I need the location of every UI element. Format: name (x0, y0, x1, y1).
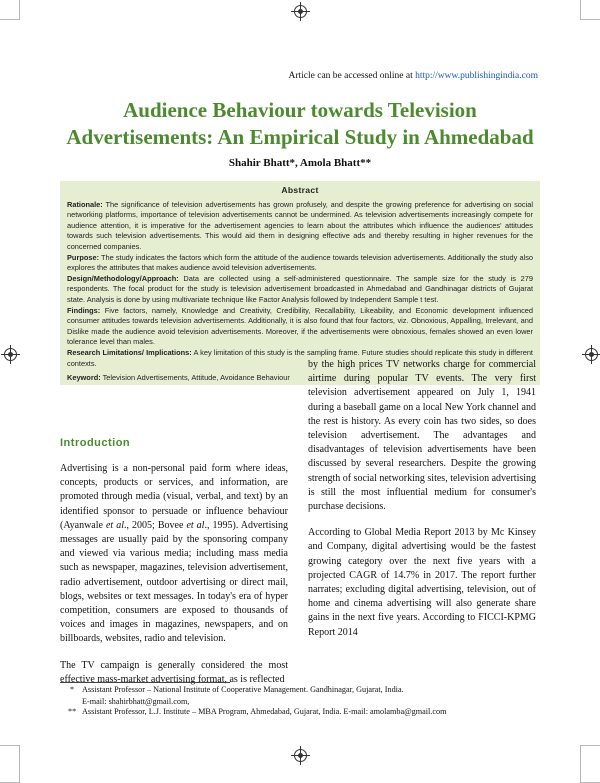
abstract-heading: Abstract (281, 185, 319, 195)
crop-mark-top-left (0, 0, 20, 20)
text-run: et al (186, 519, 205, 531)
text-run: Advertising is a non-personal paid form where ideas, concepts, products or services, and information, are promoted through media (visual, verbal, and text) by an identified sponsor to persuade or influence behaviour (Ayanwale (60, 463, 288, 531)
purpose-text: The study indicates the factors which form the attitude of the audience towards television advertisements. Additionally the study also explores the attributes that makes audience avoid television advertisements. (67, 252, 534, 273)
keyword-label: Keyword: (67, 373, 101, 383)
keywords-text: Television Advertisements, Attitude, Avoidance Behaviour (102, 373, 290, 383)
findings-text: Five factors, namely, Knowledge and Creativity, Credibility, Recallability, Likeability, and Economic development influenced consumer attitudes towards television advertisements. Additionally, it is also found that four factors, viz. Obnoxious, Appalling, Irrelevant, and Dislike made the audience avoid television advertisements. Moreover, if the advertisements were obnoxious, females showed an even lower tolerance level than males. (67, 305, 533, 347)
limitations-text: A key limitation of this study is the sampling frame. Future studies should replicate this study in different contexts. (67, 347, 533, 368)
rationale-text: The significance of television advertisements has grown profusely, and despite the growing preference for advertising on social networking platforms, importance of television advertisements cannot be undermined. As television advertisements increasingly compete for audience attention, it is imperative for the advertisement agencies to learn about the attributes which influence the audiences' attitudes towards such television advertisements. This would aid them in designing effective ads and thereby resulting in higher revenues for the concerned companies. (67, 199, 533, 251)
registration-mark-icon (294, 749, 307, 762)
access-line (289, 71, 539, 81)
paper-title: Audience Behaviour towards Television Advertisements: An Empirical Study in Ahmedabad (66, 98, 534, 149)
column-left (60, 462, 288, 699)
abstract-purpose (67, 253, 533, 274)
access-url-link[interactable]: http://www.publishingindia.com (415, 71, 538, 81)
limitations-label: Research Limitations/ Implications: (67, 347, 192, 357)
footnote-marker-2: ** (68, 707, 77, 716)
text-run: ., 2005; Bovee (124, 519, 187, 531)
section-heading-introduction: Introduction (60, 437, 131, 449)
footnote-2: Assistant Professor, L.J. Institute – MBA Program, Ahmedabad, Gujarat, India. E-mail: amolamba@gmail.com (82, 707, 447, 716)
footnote-1: Assistant Professor – National Institute of Cooperative Management. Gandhinagar, Gujarat, India. (82, 685, 404, 694)
crop-mark-bottom-left (0, 745, 20, 783)
registration-mark-icon (4, 348, 17, 361)
design-text: Data are collected using a self-administered questionnaire. The sample size for the study is 279 respondents. The focal product for the study is television advertisement broadcasted in Ahmedabad and Gandhinagar districts of Gujarat state. Analysis is done by using multivariate technique like Factor Analysis followed by Independent Sample t test. (67, 273, 533, 304)
purpose-label: Purpose: (67, 252, 100, 262)
access-prefix: Article can be accessed online at (288, 71, 416, 81)
abstract-box (60, 181, 540, 385)
registration-mark-icon (294, 5, 307, 18)
intro-paragraph-4: According to Global Media Report 2013 by Mc Kinsey and Company, digital advertising would be the fastest growing category over the next five years with a projected CAGR of 14.7% in 2017. The report further narrates; excluding digital advertising, television, out of home and cinema advertising will also generate share gains in the next five years. According to FICCI-KPMG Report 2014 (308, 527, 536, 638)
intro-paragraph-1 (60, 462, 288, 647)
abstract-rationale (67, 200, 533, 253)
abstract-findings (67, 306, 533, 348)
rationale-label: Rationale: (67, 199, 103, 209)
authors: Shahir Bhatt*, Amola Bhatt** (228, 157, 372, 169)
abstract-design (67, 274, 533, 306)
text-run: ., 1995). Advertising messages are usually paid by the sponsoring company and viewed via various media; including mass media such as newspaper, magazines, television advertisement, radio advertisement, outdoor advertising or direct mail, blogs, websites or text messages. In today's era of hyper competition, consumers are exposed to thousands of voices and images in magazines, newspapers, and on billboards, websites, radio and television. (60, 519, 289, 645)
footnote-divider (60, 682, 230, 683)
findings-label: Findings: (67, 305, 101, 315)
design-label: Design/Methodology/Approach: (67, 273, 179, 283)
crop-mark-top-right (580, 0, 600, 20)
text-run: et al (105, 519, 125, 531)
registration-mark-icon (585, 348, 598, 361)
column-right (308, 358, 536, 652)
intro-paragraph-2: The TV campaign is generally considered the most effective mass-market advertising format, as is reflected (60, 659, 288, 685)
crop-mark-bottom-right (580, 745, 600, 783)
footnote-marker-1: * (70, 685, 75, 694)
footnote-1-email: E-mail: shahirbhatt@gmail.com, (82, 697, 190, 706)
intro-paragraph-3: by the high prices TV networks charge for commercial airtime during popular TV events. The very first television advertisement appeared on July 1, 1941 during a baseball game on a local New York channel and the rest is history. As every coin has two sides, so does television advertisement. The advantages and disadvantages of television advertisements have been discussed by several researchers. Despite the growing strength of social networking sites, television advertising is still the most influential medium for consumer's purchase decisions. (308, 359, 537, 513)
